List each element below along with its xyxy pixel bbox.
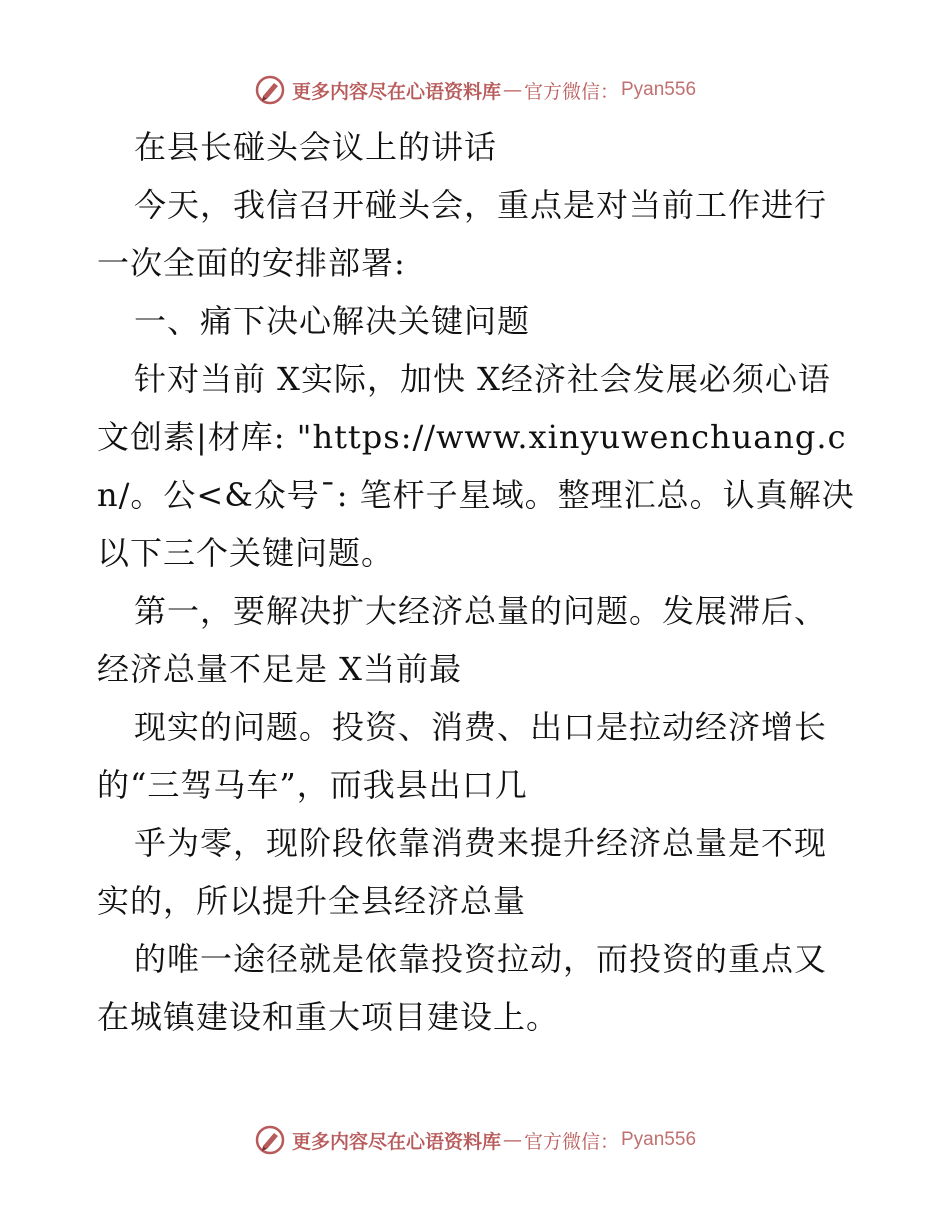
- paragraph: 今天，我信召开碰头会，重点是对当前工作进行一次全面的安排部署:: [97, 186, 828, 282]
- watermark-id: Pyan556: [621, 1129, 697, 1150]
- paragraph: 的唯一途径就是依靠投资拉动，而投资的重点又在城镇建设和重大项目建设上。: [97, 940, 828, 1036]
- watermark-line: [254, 74, 696, 106]
- watermark-main-text: 更多内容尽在心语资料库: [291, 1130, 501, 1153]
- document-title: 在县长碰头会议上的讲话: [134, 128, 498, 166]
- watermark-sub-text: 官方微信：: [523, 80, 619, 103]
- header-watermark: [0, 70, 950, 110]
- watermark-sub-text: 官方微信：: [523, 1130, 619, 1153]
- watermark-line: [254, 1124, 696, 1156]
- watermark-dash: —: [502, 1129, 522, 1151]
- paragraph: 乎为零，现阶段依靠消费来提升经济总量是不现实的，所以提升全县经济总量: [97, 824, 828, 920]
- paragraph: 第一，要解决扩大经济总量的问题。发展滞后、经济总量不足是 X当前最: [97, 592, 828, 688]
- watermark-main-text: 更多内容尽在心语资料库: [291, 80, 501, 103]
- paragraph: 针对当前 X实际，加快 X经济社会发展必须心语文创素|材库: "https://www.xinyuwenchuang.cn/。公<&众号¯: 笔杆子星域。整理汇总。认真解决以下三个关键问题。: [97, 360, 855, 572]
- watermark-dash: —: [502, 79, 522, 101]
- brush-circle-icon: [254, 74, 286, 106]
- brush-circle-icon: [254, 1124, 286, 1156]
- paragraph: 现实的问题。投资、消费、出口是拉动经济增长的“三驾马车”，而我县出口几: [97, 708, 828, 804]
- section-heading: 一、痛下决心解决关键问题: [134, 302, 531, 340]
- footer-watermark: [0, 1120, 950, 1160]
- document-body: [97, 118, 857, 1046]
- watermark-id: Pyan556: [621, 79, 697, 100]
